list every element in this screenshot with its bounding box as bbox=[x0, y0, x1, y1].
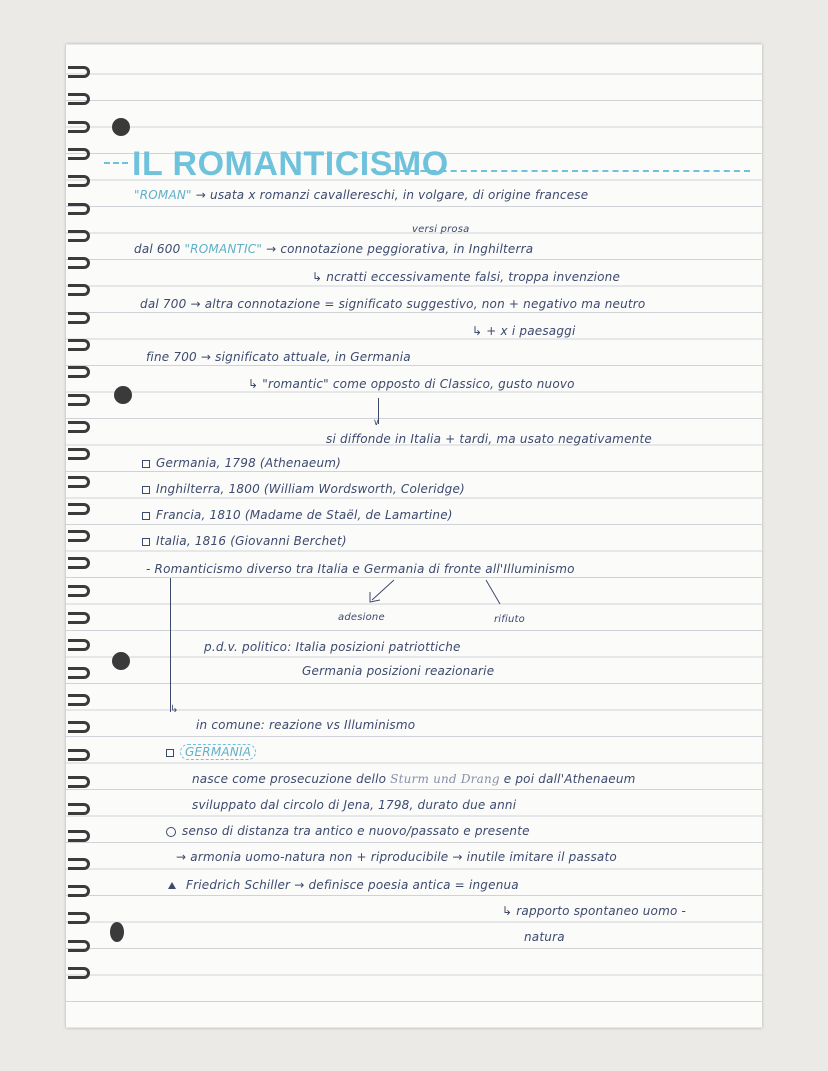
note-line: p.d.v. politico: Italia posizioni patriottiche bbox=[204, 640, 461, 654]
note-sub: versi prosa bbox=[412, 224, 470, 235]
spiral-ring bbox=[68, 776, 90, 788]
branch-right: rifiuto bbox=[494, 614, 525, 625]
note-line: → armonia uomo-natura non + riproducibile → inutile imitare il passato bbox=[176, 850, 617, 864]
page-title: IL ROMANTICISMO bbox=[132, 145, 449, 183]
checkbox-icon bbox=[166, 749, 174, 757]
list-item: Francia, 1810 (Madame de Staël, de Lamartine) bbox=[142, 508, 453, 522]
note-line: si diffonde in Italia + tardi, ma usato negativamente bbox=[326, 432, 652, 446]
spiral-ring bbox=[68, 885, 90, 897]
branch-left: adesione bbox=[338, 612, 385, 623]
note-line: fine 700 → significato attuale, in Germania bbox=[146, 350, 411, 364]
spiral-ring bbox=[68, 749, 90, 761]
spiral-ring bbox=[68, 257, 90, 269]
list-item: Inghilterra, 1800 (William Wordsworth, Coleridge) bbox=[142, 482, 465, 496]
spiral-ring bbox=[68, 394, 90, 406]
spiral-ring bbox=[68, 175, 90, 187]
spiral-ring bbox=[68, 912, 90, 924]
spiral-ring bbox=[68, 230, 90, 242]
spiral-ring bbox=[68, 339, 90, 351]
note-sub: ↳ "romantic" come opposto di Classico, gusto nuovo bbox=[248, 377, 575, 391]
note-sub: ↳ ncratti eccessivamente falsi, troppa invenzione bbox=[312, 270, 621, 284]
note-line bbox=[134, 188, 588, 202]
punch-hole bbox=[112, 118, 130, 136]
handwritten-term: Sturm und Drang bbox=[390, 772, 500, 786]
spiral-ring bbox=[68, 530, 90, 542]
spiral-ring bbox=[68, 694, 90, 706]
spiral-ring bbox=[68, 803, 90, 815]
spiral-ring bbox=[68, 967, 90, 979]
term-roman: "ROMAN" bbox=[134, 188, 192, 202]
note-line: in comune: reazione vs Illuminismo bbox=[196, 718, 416, 732]
arrow-head-icon: ∨ bbox=[373, 418, 380, 428]
triangle-bullet-icon bbox=[168, 882, 176, 889]
spiral-ring bbox=[68, 639, 90, 651]
note-text: → connotazione peggiorativa, in Inghilterra bbox=[266, 242, 534, 256]
title-dash-right bbox=[390, 170, 750, 172]
spiral-ring bbox=[68, 93, 90, 105]
note-sub: ↳ rapporto spontaneo uomo - bbox=[502, 904, 687, 918]
note-sub: Germania posizioni reazionarie bbox=[302, 664, 495, 678]
note-line bbox=[134, 242, 533, 256]
note-line: dal 700 → altra connotazione = significato suggestivo, non + negativo ma neutro bbox=[140, 297, 646, 311]
spiral-ring bbox=[68, 448, 90, 460]
section-heading bbox=[166, 744, 256, 760]
checkbox-icon bbox=[142, 512, 150, 520]
note-sub: ↳ + x i paesaggi bbox=[472, 324, 576, 338]
spiral-ring bbox=[68, 312, 90, 324]
term-romantic: "ROMANTIC" bbox=[184, 242, 263, 256]
spiral-ring bbox=[68, 284, 90, 296]
note-line: Friedrich Schiller → definisce poesia antica = ingenua bbox=[168, 878, 519, 892]
note-line: sviluppato dal circolo di Jena, 1798, durato due anni bbox=[192, 798, 517, 812]
spiral-ring bbox=[68, 557, 90, 569]
checkbox-icon bbox=[142, 486, 150, 494]
spiral-ring bbox=[68, 66, 90, 78]
spiral-ring bbox=[68, 121, 90, 133]
spiral-ring bbox=[68, 476, 90, 488]
note-line: senso di distanza tra antico e nuovo/passato e presente bbox=[166, 824, 530, 838]
spiral-ring bbox=[68, 421, 90, 433]
list-item: Italia, 1816 (Giovanni Berchet) bbox=[142, 534, 347, 548]
spiral-ring bbox=[68, 858, 90, 870]
punch-hole bbox=[112, 652, 130, 670]
spiral-ring bbox=[68, 612, 90, 624]
punch-hole bbox=[110, 922, 124, 942]
note-sub: natura bbox=[524, 930, 565, 944]
note-prefix: dal 600 bbox=[134, 242, 181, 256]
note-line: nasce come prosecuzione dello Sturm und Drang e poi dall'Athenaeum bbox=[192, 772, 636, 786]
spiral-ring bbox=[68, 503, 90, 515]
note-text: → usata x romanzi cavallereschi, in volgare, di origine francese bbox=[195, 188, 589, 202]
spiral-ring bbox=[68, 366, 90, 378]
spiral-ring bbox=[68, 667, 90, 679]
bracket-arrow-icon: ↳ bbox=[170, 704, 179, 715]
spiral-ring bbox=[68, 830, 90, 842]
punch-hole bbox=[114, 386, 132, 404]
checkbox-icon bbox=[142, 538, 150, 546]
list-item: Germania, 1798 (Athenaeum) bbox=[142, 456, 341, 470]
circle-bullet-icon bbox=[166, 827, 176, 837]
spiral-ring bbox=[68, 148, 90, 160]
title-dash-left bbox=[104, 162, 128, 164]
note-line: - Romanticismo diverso tra Italia e Germania di fronte all'Illuminismo bbox=[146, 562, 575, 576]
spiral-ring bbox=[68, 940, 90, 952]
bracket-line bbox=[170, 578, 171, 712]
spiral-ring bbox=[68, 203, 90, 215]
section-label: GERMANIA bbox=[180, 744, 256, 760]
spiral-ring bbox=[68, 585, 90, 597]
checkbox-icon bbox=[142, 460, 150, 468]
spiral-ring bbox=[68, 721, 90, 733]
